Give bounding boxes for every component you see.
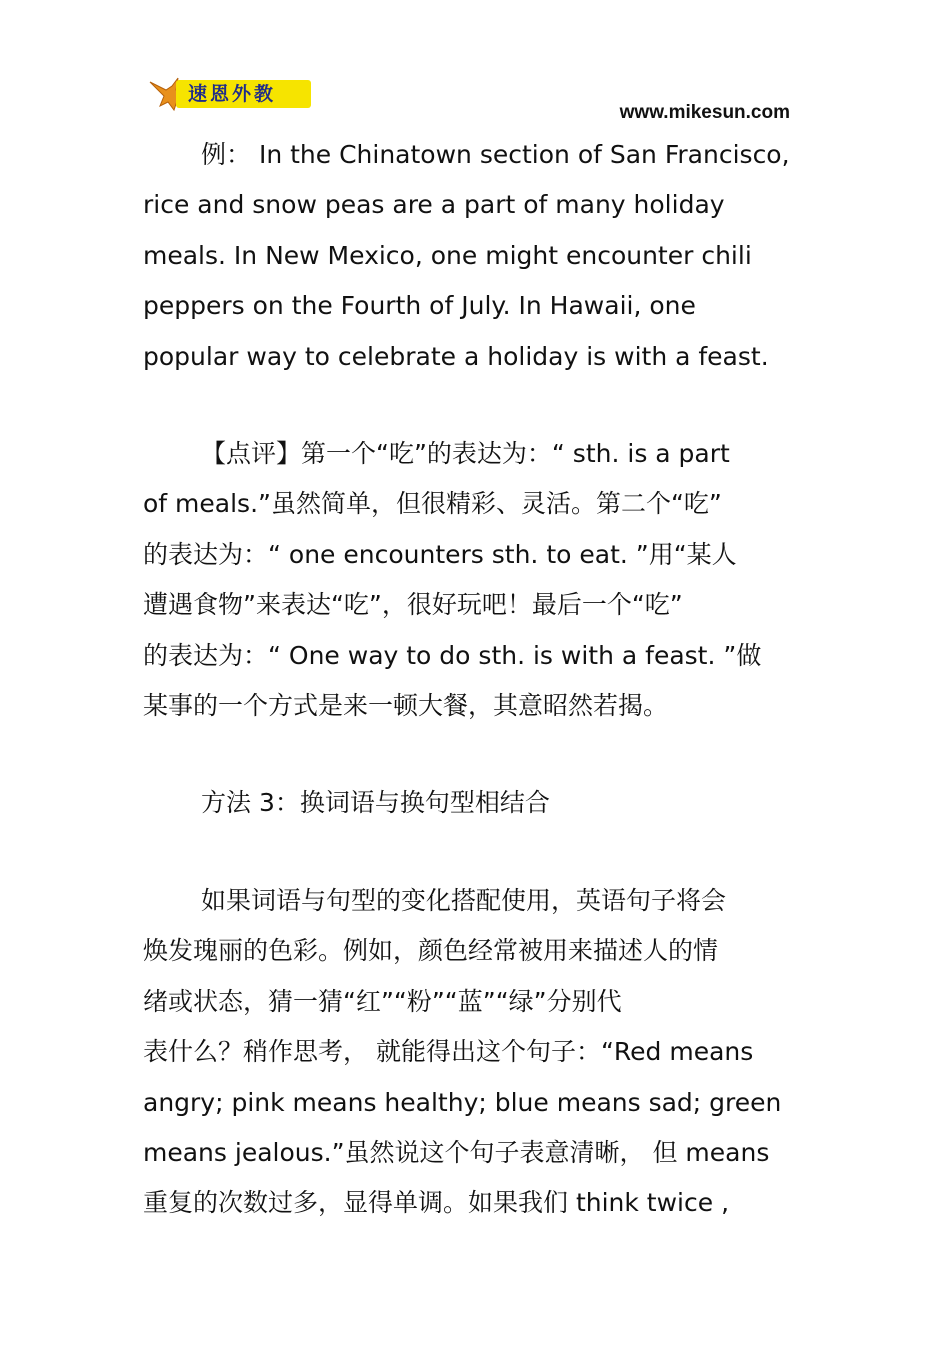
example-paragraph — [143, 130, 803, 382]
example-line: meals. In New Mexico, one might encounter chili — [143, 240, 752, 270]
body-line: 焕发瑰丽的色彩。例如，颜色经常被用来描述人的情 — [143, 936, 719, 966]
body-line: 重复的次数过多，显得单调。如果我们 think twice , — [143, 1188, 730, 1218]
body-line: angry; pink means healthy; blue means sad; green — [143, 1087, 782, 1117]
body-line: 表什么？稍作思考， 就能得出这个句子：“Red means — [143, 1037, 754, 1067]
body-line: 绪或状态，猜一猜“红”“粉”“蓝”“绿”分别代 — [143, 986, 622, 1016]
site-url[interactable]: www.mikesun.com — [619, 102, 790, 123]
example-line: popular way to celebrate a holiday is with a feast. — [143, 341, 769, 371]
logo-text: 速恩外教 — [188, 83, 277, 105]
comment-line: 遭遇食物”来表达“吃”，很好玩吧！最后一个“吃” — [143, 590, 683, 620]
method-heading — [143, 778, 803, 828]
body-line: 如果词语与句型的变化搭配使用，英语句子将会 — [201, 885, 727, 915]
comment-paragraph — [143, 429, 803, 731]
comment-line: 【点评】第一个“吃”的表达为：“ sth. is a part — [201, 439, 730, 469]
body-paragraph — [143, 876, 803, 1229]
document-body — [143, 130, 803, 1229]
example-line: rice and snow peas are a part of many holiday — [143, 190, 725, 220]
logo — [148, 76, 313, 112]
comment-line: 某事的一个方式是来一顿大餐，其意昭然若揭。 — [143, 691, 669, 721]
comment-line: 的表达为：“ One way to do sth. is with a feast. ”做 — [143, 640, 762, 670]
body-line: means jealous.”虽然说这个句子表意清晰， 但 means — [143, 1137, 770, 1167]
comment-line: of meals.”虽然简单，但很精彩、灵活。第二个“吃” — [143, 489, 722, 519]
method-title: 方法 3：换词语与换句型相结合 — [201, 788, 550, 818]
comment-line: 的表达为：“ one encounters sth. to eat. ”用“某人 — [143, 539, 737, 569]
example-line: 例： In the Chinatown section of San Francisco, — [201, 140, 790, 169]
example-line: peppers on the Fourth of July. In Hawaii, one — [143, 291, 696, 321]
